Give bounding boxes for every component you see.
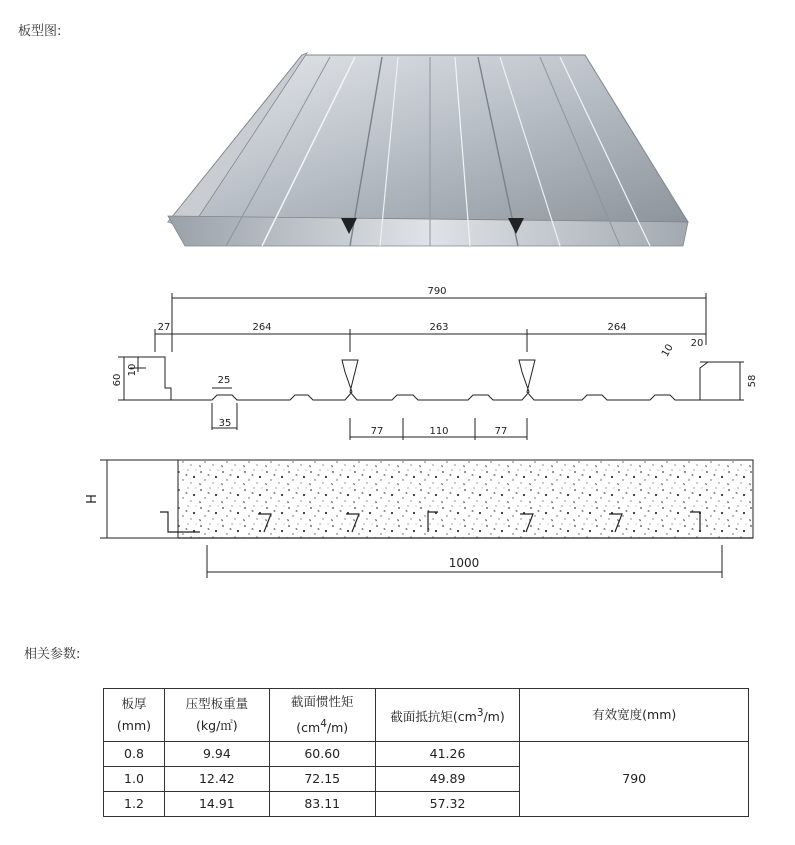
col-thickness-header: 板厚 (mm) bbox=[104, 689, 165, 742]
params-table bbox=[103, 688, 749, 817]
dim-bottom-2: 110 bbox=[429, 426, 449, 437]
dim-rib-bottom: 35 bbox=[218, 418, 232, 429]
dim-bottom-1: 77 bbox=[370, 426, 384, 437]
dim-edge-left: 27 bbox=[157, 322, 171, 333]
dim-height-right: 58 bbox=[747, 374, 758, 388]
cell-inertia: 72.15 bbox=[269, 767, 375, 792]
dim-height-left: 60 bbox=[112, 373, 123, 387]
dim-lip-left: 10 bbox=[127, 363, 138, 377]
dim-bottom-3: 77 bbox=[494, 426, 508, 437]
dim-slab-width: 1000 bbox=[448, 556, 480, 570]
cell-thickness: 1.2 bbox=[104, 792, 165, 817]
dim-span-2: 263 bbox=[429, 322, 449, 333]
dim-span-3: 264 bbox=[607, 322, 627, 333]
col-weight-header: 压型板重量 (kg/㎡) bbox=[164, 689, 269, 742]
profile-section-label: 板型图: bbox=[18, 24, 62, 39]
col-section-modulus-header: 截面抵抗矩$(cm^3/m)$ bbox=[375, 689, 520, 742]
cell-thickness: 1.0 bbox=[104, 767, 165, 792]
params-section-label: 相关参数: bbox=[24, 647, 81, 662]
dim-rib-top: 25 bbox=[217, 375, 231, 386]
dim-span-1: 264 bbox=[252, 322, 272, 333]
table-header-row bbox=[104, 689, 749, 742]
composite-slab-drawing bbox=[100, 460, 753, 578]
cell-section-modulus: 41.26 bbox=[375, 742, 520, 767]
col-inertia-header: 截面惯性矩 $(cm^4/m)$ bbox=[269, 689, 375, 742]
panel-3d-illustration bbox=[168, 53, 688, 246]
dim-right-lip: 20 bbox=[690, 338, 704, 349]
cell-weight: 14.91 bbox=[164, 792, 269, 817]
cell-thickness: 0.8 bbox=[104, 742, 165, 767]
cell-section-modulus: 57.32 bbox=[375, 792, 520, 817]
profile-section-drawing bbox=[118, 293, 744, 440]
cell-weight: 12.42 bbox=[164, 767, 269, 792]
cell-weight: 9.94 bbox=[164, 742, 269, 767]
col-effective-width-header: 有效宽度(mm) bbox=[520, 689, 749, 742]
cell-effective-width: 790 bbox=[520, 742, 749, 817]
cell-inertia: 60.60 bbox=[269, 742, 375, 767]
cell-inertia: 83.11 bbox=[269, 792, 375, 817]
table-row bbox=[104, 742, 749, 767]
dim-total-width: 790 bbox=[427, 286, 447, 297]
dim-slab-height: H bbox=[85, 494, 100, 504]
cell-section-modulus: 49.89 bbox=[375, 767, 520, 792]
dim-lip-right: 10 bbox=[659, 342, 676, 360]
